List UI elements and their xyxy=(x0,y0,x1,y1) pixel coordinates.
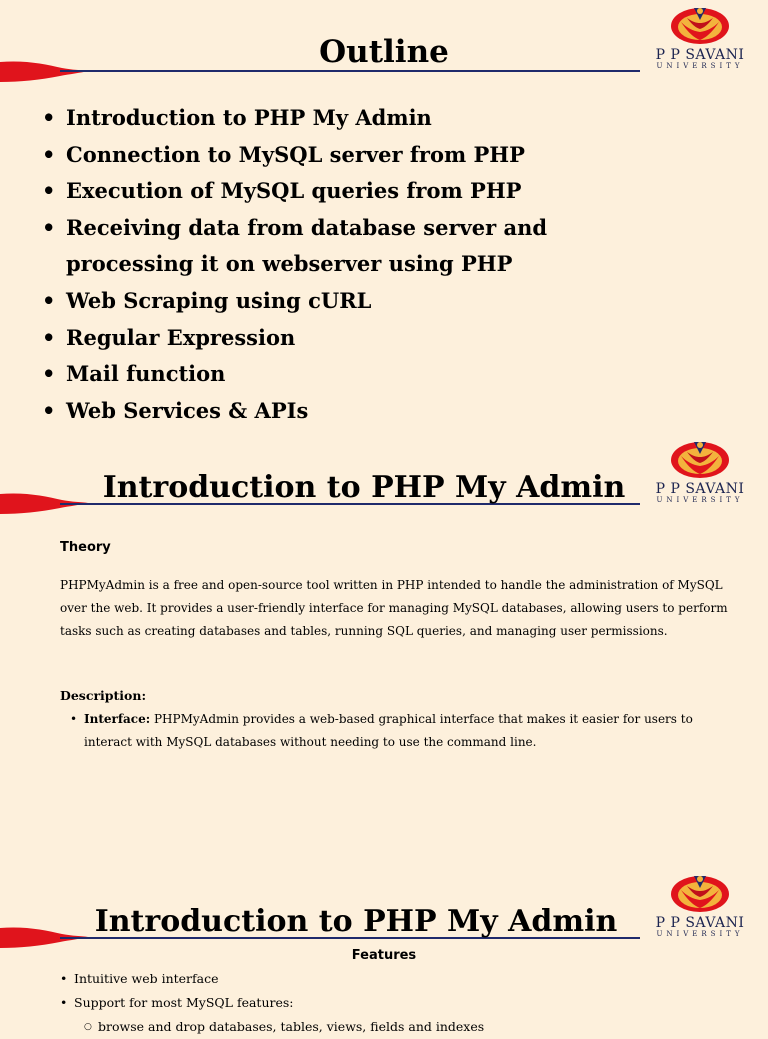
university-crest-icon xyxy=(669,4,731,46)
logo-subtitle: UNIVERSITY xyxy=(656,62,744,70)
list-item: • Mail function xyxy=(40,356,600,393)
bullet-label: Interface: xyxy=(84,712,151,726)
list-item: • Web Scraping using cURL xyxy=(40,283,600,320)
university-crest-icon xyxy=(669,872,731,914)
university-logo xyxy=(644,438,756,505)
list-item xyxy=(66,708,706,754)
university-logo xyxy=(644,872,756,939)
logo-name: P P SAVANI xyxy=(655,47,745,63)
slide-features xyxy=(0,868,768,1034)
description-list xyxy=(66,708,706,754)
slide-title: Outline xyxy=(319,34,449,70)
features-list xyxy=(56,967,656,1039)
logo-name: P P SAVANI xyxy=(655,481,745,497)
slide-title: Introduction to PHP My Admin xyxy=(94,904,618,939)
list-item: • Introduction to PHP My Admin xyxy=(40,100,600,137)
description-heading: Description: xyxy=(60,688,147,703)
bullet-text: PHPMyAdmin provides a web-based graphical interface that makes it easier for users to interact with MySQL databases without needing to use the command line. xyxy=(84,712,693,749)
features-heading: Features xyxy=(351,948,417,963)
list-item-continuation: processing it on webserver using PHP xyxy=(66,251,513,277)
sub-list-item: ○ browse and drop databases, tables, views, fields and indexes xyxy=(56,1015,656,1039)
list-item: • Connection to MySQL server from PHP xyxy=(40,137,600,174)
list-item: • Execution of MySQL queries from PHP xyxy=(40,173,600,210)
logo-subtitle: UNIVERSITY xyxy=(656,496,744,504)
outline-list xyxy=(40,100,600,429)
slide-title: Introduction to PHP My Admin xyxy=(102,470,626,505)
university-logo xyxy=(644,4,756,71)
slide-introduction xyxy=(0,434,768,868)
list-item: • Regular Expression xyxy=(40,320,600,357)
list-item: • Receiving data from database server and xyxy=(40,210,600,247)
list-item: • Support for most MySQL features: xyxy=(56,991,656,1015)
logo-subtitle: UNIVERSITY xyxy=(656,930,744,938)
list-item: • Web Services & APIs xyxy=(40,393,600,430)
logo-name: P P SAVANI xyxy=(655,915,745,931)
slide-outline xyxy=(0,0,768,434)
list-item: • Intuitive web interface xyxy=(56,967,656,991)
theory-heading: Theory xyxy=(60,540,111,555)
theory-paragraph: PHPMyAdmin is a free and open-source tool written in PHP intended to handle the administration of MySQL over the web. It provides a user-friendly interface for managing MySQL databases, allowing users to perform tasks such as creating databases and tables, running SQL queries, and managing user permissions. xyxy=(60,578,728,638)
university-crest-icon xyxy=(669,438,731,480)
